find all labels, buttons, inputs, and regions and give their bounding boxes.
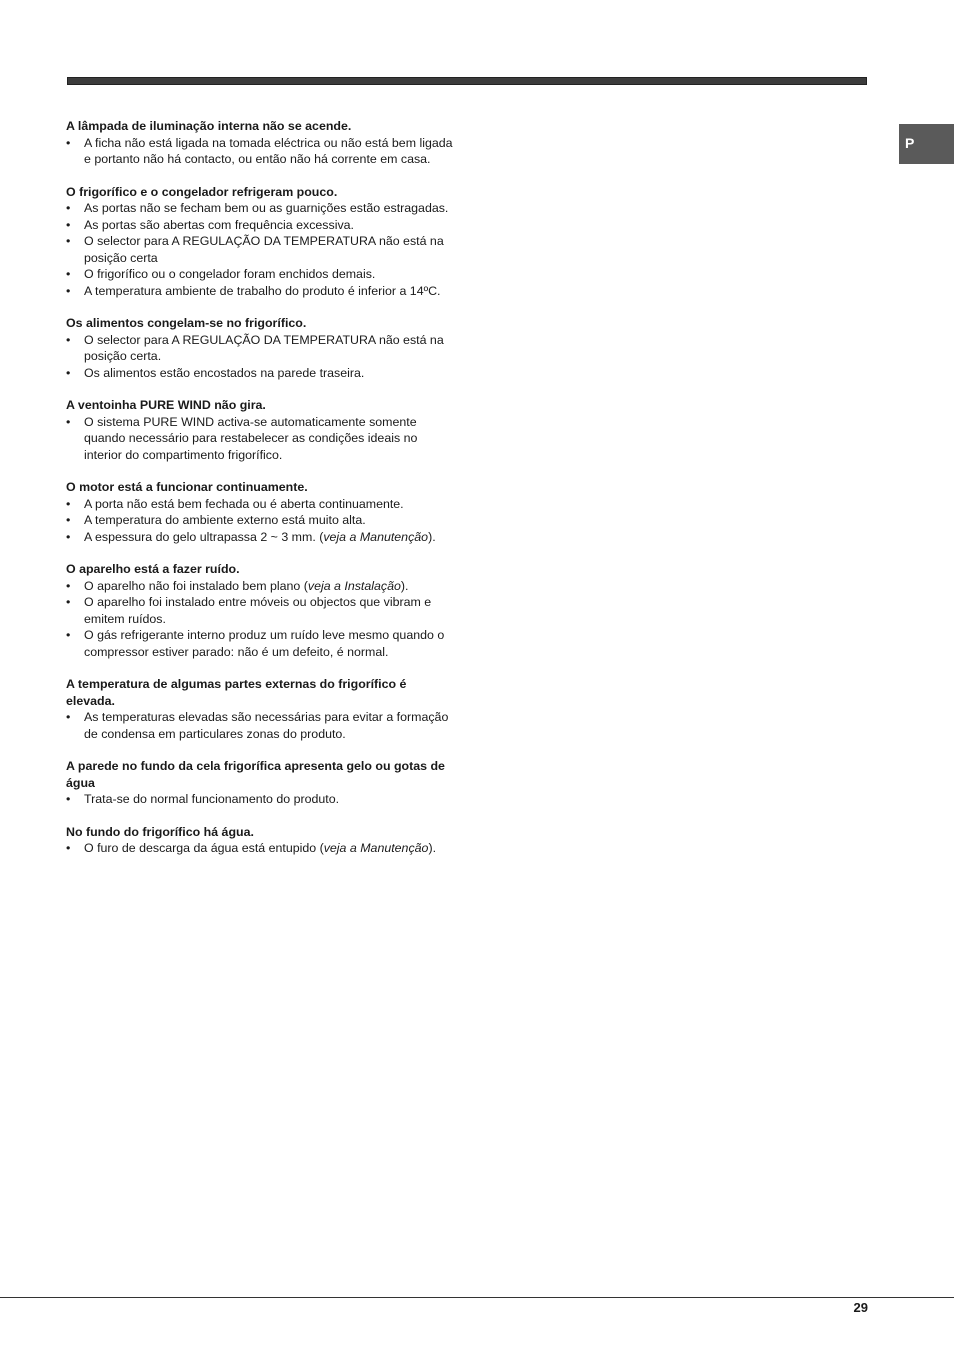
section-title: O frigorífico e o congelador refrigeram pouco.	[66, 184, 338, 199]
bullet-list	[66, 414, 458, 464]
bullet-list	[66, 135, 458, 168]
item-text: O furo de descarga da água está entupido (	[84, 841, 324, 855]
item-text: A porta não está bem fechada ou é aberta continuamente.	[84, 496, 404, 511]
section-title: A temperatura de algumas partes externas do frigorífico é elevada.	[66, 677, 407, 708]
item-text: Os alimentos estão encostados na parede traseira.	[84, 365, 365, 380]
item-reference: veja a Manutenção	[323, 841, 429, 855]
header-rule	[67, 77, 867, 85]
item-text: O aparelho foi instalado entre móveis ou objectos que vibram e emitem ruídos.	[84, 595, 432, 626]
list-item	[66, 266, 458, 283]
item-text: O frigorífico ou o congelador foram enchidos demais.	[84, 267, 376, 281]
section	[66, 561, 458, 660]
page-number: 29	[853, 1300, 868, 1315]
section	[66, 824, 458, 857]
list-item	[66, 365, 458, 382]
section	[66, 397, 458, 463]
list-item	[66, 233, 458, 266]
item-text: O selector para A REGULAÇÃO DA TEMPERATURA não está na posição certa.	[84, 332, 444, 363]
section	[66, 676, 458, 742]
troubleshooting-list	[66, 118, 458, 873]
list-item	[66, 414, 458, 464]
footer-rule	[0, 1297, 954, 1298]
item-text: O selector para A REGULAÇÃO DA TEMPERATURA não está na posição certa	[84, 234, 444, 265]
bullet-list	[66, 840, 458, 857]
section-title: Os alimentos congelam-se no frigorífico.	[66, 316, 307, 330]
item-text-end: ).	[428, 529, 436, 544]
bullet-list	[66, 709, 458, 742]
list-item	[66, 512, 458, 529]
list-item	[66, 135, 458, 168]
section	[66, 315, 458, 381]
list-item	[66, 709, 458, 742]
list-item	[66, 217, 458, 234]
section	[66, 758, 458, 808]
section-title: No fundo do frigorífico há água.	[66, 824, 254, 839]
list-item	[66, 840, 458, 857]
item-text: A temperatura ambiente de trabalho do produto é inferior a 14ºC.	[84, 283, 441, 298]
section	[66, 118, 458, 168]
item-text: A ficha não está ligada na tomada eléctrica ou não está bem ligada e portanto não há contacto, ou então não há corrente em casa.	[84, 135, 453, 166]
item-text: A espessura do gelo ultrapassa 2 ~ 3 mm. (	[84, 529, 324, 544]
item-text: As temperaturas elevadas são necessárias para evitar a formação de condensa em particulares zonas do produto.	[84, 710, 449, 741]
list-item	[66, 200, 458, 217]
item-text: As portas são abertas com frequência excessiva.	[84, 217, 354, 232]
item-text: O aparelho não foi instalado bem plano (	[84, 578, 308, 593]
list-item	[66, 283, 458, 300]
bullet-list	[66, 200, 458, 299]
item-text: O sistema PURE WIND activa-se automaticamente somente quando necessário para restabelecer as condições ideais no interior do compartimento frigorífico.	[84, 414, 418, 462]
section	[66, 479, 458, 545]
list-item	[66, 594, 458, 627]
list-item	[66, 791, 458, 808]
bullet-list	[66, 496, 458, 546]
language-tab: P	[899, 124, 954, 164]
section-title: O aparelho está a fazer ruído.	[66, 562, 240, 576]
list-item	[66, 496, 458, 513]
item-text: Trata-se do normal funcionamento do produto.	[84, 792, 340, 806]
section-title: A ventoinha PURE WIND não gira.	[66, 398, 266, 412]
list-item	[66, 332, 458, 365]
item-text: O gás refrigerante interno produz um ruído leve mesmo quando o compressor estiver parado: não é um defeito, é normal.	[84, 628, 445, 659]
list-item	[66, 529, 458, 546]
section-title: O motor está a funcionar continuamente.	[66, 480, 308, 494]
list-item	[66, 578, 458, 595]
item-text: A temperatura do ambiente externo está muito alta.	[84, 513, 366, 527]
bullet-list	[66, 791, 458, 808]
item-text-end: ).	[428, 841, 437, 855]
item-reference: veja a Manutenção	[323, 529, 429, 544]
section-title: A lâmpada de iluminação interna não se acende.	[66, 119, 352, 133]
section-title: A parede no fundo da cela frigorífica apresenta gelo ou gotas de água	[66, 759, 445, 790]
bullet-list	[66, 578, 458, 661]
item-text: As portas não se fecham bem ou as guarnições estão estragadas.	[84, 201, 449, 215]
list-item	[66, 627, 458, 660]
section	[66, 184, 458, 300]
bullet-list	[66, 332, 458, 382]
item-reference: veja a Instalação	[307, 578, 401, 593]
item-text-end: ).	[400, 578, 409, 593]
